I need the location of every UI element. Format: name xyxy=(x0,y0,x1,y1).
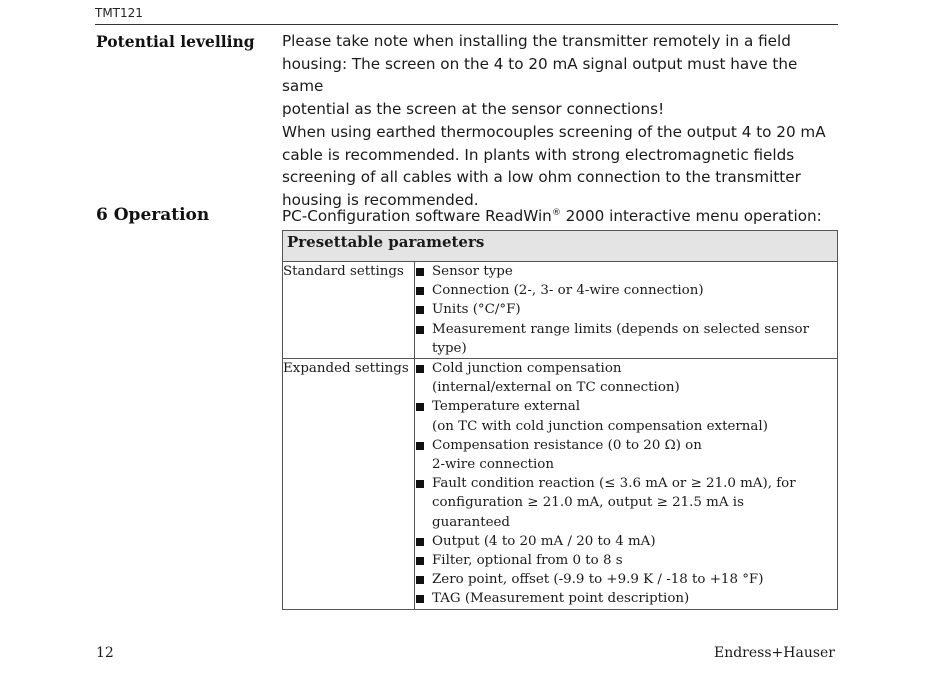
list-item-text: Zero point, offset (-9.9 to +9.9 K / -18 to +18 °F) xyxy=(432,572,764,588)
page-number: 12 xyxy=(96,645,114,661)
row-items-expanded xyxy=(415,359,838,610)
registered-mark: ® xyxy=(551,207,561,218)
list-item-text: configuration ≥ 21.0 mA, output ≥ 21.5 mA is xyxy=(432,495,744,511)
list-item xyxy=(415,551,837,570)
operation-intro xyxy=(282,205,842,228)
section-heading-potential-levelling: Potential levelling xyxy=(96,32,255,51)
list-item xyxy=(415,589,837,608)
list-item xyxy=(415,474,837,532)
list-item xyxy=(415,570,837,589)
list-item xyxy=(415,320,837,358)
running-header-product: TMT121 xyxy=(95,6,143,20)
list-item-text: type) xyxy=(432,340,467,356)
list-item-text: Compensation resistance (0 to 20 Ω) on xyxy=(432,437,702,453)
text-line: housing is recommended. xyxy=(282,190,479,209)
section-heading-operation: 6 Operation xyxy=(96,205,210,225)
list-item xyxy=(415,281,837,300)
list-item xyxy=(415,300,837,319)
potential-levelling-text xyxy=(282,30,842,212)
expanded-settings-list xyxy=(415,359,837,609)
list-item xyxy=(415,262,837,281)
table-row-standard xyxy=(283,262,838,359)
intro-text-end: 2000 interactive menu operation: xyxy=(560,207,822,225)
list-item-text: Measurement range limits (depends on selected sensor xyxy=(432,321,810,337)
standard-settings-list xyxy=(415,262,837,358)
publisher-name: Endress+Hauser xyxy=(713,645,835,661)
list-item xyxy=(415,436,837,474)
row-items-standard xyxy=(415,262,838,359)
intro-text-start: PC-Configuration software ReadWin xyxy=(282,207,552,225)
text-line: potential as the screen at the sensor connections! xyxy=(282,100,665,119)
text-line: cable is recommended. In plants with strong electromagnetic fields xyxy=(282,145,795,164)
text-line: When using earthed thermocouples screening of the output 4 to 20 mA xyxy=(282,122,826,141)
list-item-text: Sensor type xyxy=(432,264,513,279)
row-label-standard: Standard settings xyxy=(283,262,415,359)
row-label-expanded: Expanded settings xyxy=(283,359,415,610)
header-rule xyxy=(95,24,838,25)
table-header-row xyxy=(283,231,838,262)
text-line: Please take note when installing the transmitter remotely in a field xyxy=(282,32,791,50)
list-item-text: Connection (2-, 3- or 4-wire connection) xyxy=(432,283,704,299)
list-item-text: Units (°C/°F) xyxy=(432,302,521,318)
presettable-parameters-table xyxy=(282,230,838,610)
list-item-text: (on TC with cold junction compensation external) xyxy=(432,418,768,434)
list-item-text: Fault condition reaction (≤ 3.6 mA or ≥ 21.0 mA), for xyxy=(432,476,796,492)
list-item-text: Cold junction compensation xyxy=(432,361,622,377)
list-item-text: TAG (Measurement point description) xyxy=(432,591,690,607)
text-line: screening of all cables with a low ohm connection to the transmitter xyxy=(282,168,801,187)
list-item-text: Temperature external xyxy=(432,399,581,415)
list-item-text: guaranteed xyxy=(432,514,510,530)
list-item xyxy=(415,532,837,551)
table-row-expanded xyxy=(283,359,838,610)
list-item-text: Output (4 to 20 mA / 20 to 4 mA) xyxy=(432,533,656,549)
text-line: housing: The screen on the 4 to 20 mA signal output must have the same xyxy=(282,54,798,96)
list-item xyxy=(415,359,837,397)
list-item-text: (internal/external on TC connection) xyxy=(432,380,680,396)
list-item-text: Filter, optional from 0 to 8 s xyxy=(432,553,623,569)
list-item xyxy=(415,397,837,435)
table-title: Presettable parameters xyxy=(283,231,838,262)
list-item-text: 2-wire connection xyxy=(432,457,554,473)
